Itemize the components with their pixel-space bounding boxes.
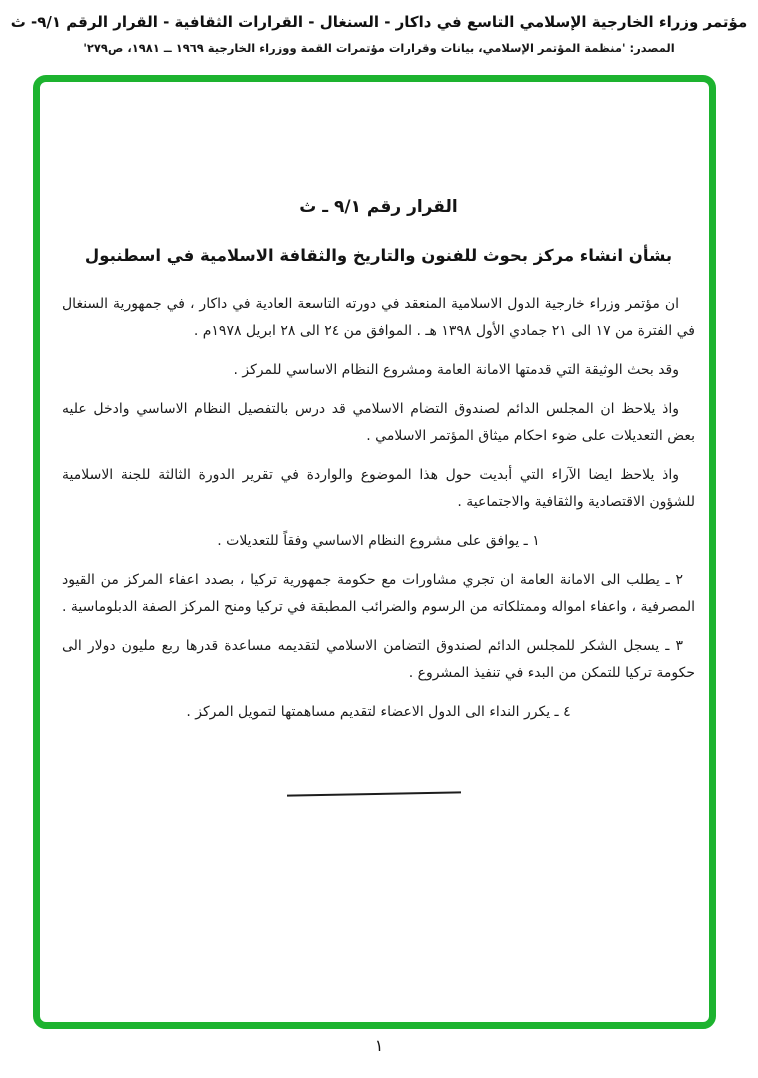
- document-frame: [33, 75, 716, 1029]
- resolution-subtitle: بشأن انشاء مركز بحوث للفنون والتاريخ والثقافة الاسلامية في اسطنبول: [84, 246, 673, 265]
- preamble-paragraph-4: واذ يلاحظ ايضا الآراء التي أبديت حول هذا الموضوع والواردة في تقرير الدورة الثالثة للجنة الاسلامية للشؤون الاقتصادية والثقافية والاجتماعية .: [62, 467, 695, 510]
- resolution-title: القرار رقم ٩/١ ـ ث: [299, 197, 458, 217]
- preamble-paragraph-1: ان مؤتمر وزراء خارجية الدول الاسلامية المنعقد في دورته التاسعة العادية في داكار ، في جمهورية السنغال في الفترة من ١٧ الى ٢١ جمادي الأول ١٣٩٨ هـ . الموافق من ٢٤ الى ٢٨ ابريل ١٩٧٨م .: [62, 296, 695, 339]
- document-header-source: المصدر: 'منظمة المؤتمر الإسلامي، بيانات وقرارات مؤتمرات القمة ووزراء الخارجية ١٩٦٩ ــ ١٩٨١، ص٢٧٩': [83, 41, 675, 55]
- operative-clause-3: ٣ ـ يسجل الشكر للمجلس الدائم لصندوق التضامن الاسلامي لتقديمه مساعدة قدرها ربع مليون دولار الى حكومة تركيا للتمكن من البدء في تنفيذ المشروع .: [62, 638, 695, 681]
- operative-clause-1: ١ ـ يوافق على مشروع النظام الاساسي وفقاً للتعديلات .: [217, 533, 540, 549]
- document-body: [40, 82, 709, 726]
- preamble-paragraph-2: وقد بحث الوثيقة التي قدمتها الامانة العامة ومشروع النظام الاساسي للمركز .: [233, 362, 679, 378]
- operative-clause-2: ٢ ـ يطلب الى الامانة العامة ان تجري مشاورات مع حكومة جمهورية تركيا ، بصدد اعفاء المركز من القيود المصرفية ، واعفاء امواله وممتلكاته من الرسوم والضرائب المطبقة في تركيا ومنح المركز الصفة الدبلوماسية .: [61, 572, 695, 615]
- preamble-paragraph-3: واذ يلاحظ ان المجلس الدائم لصندوق التضام الاسلامي قد درس بالتفصيل النظام الاساسي وادخل عليه بعض التعديلات على ضوء احكام ميثاق المؤتمر الاسلامي .: [62, 401, 695, 444]
- page-number: ١: [374, 1036, 384, 1055]
- document-header-title: مؤتمر وزراء الخارجية الإسلامي التاسع في داكار - السنغال - القرارات الثقافية - القرار الرقم ٩/١- ث: [10, 13, 748, 31]
- operative-clause-4: ٤ ـ يكرر النداء الى الدول الاعضاء لتقديم مساهمتها لتمويل المركز .: [186, 704, 571, 720]
